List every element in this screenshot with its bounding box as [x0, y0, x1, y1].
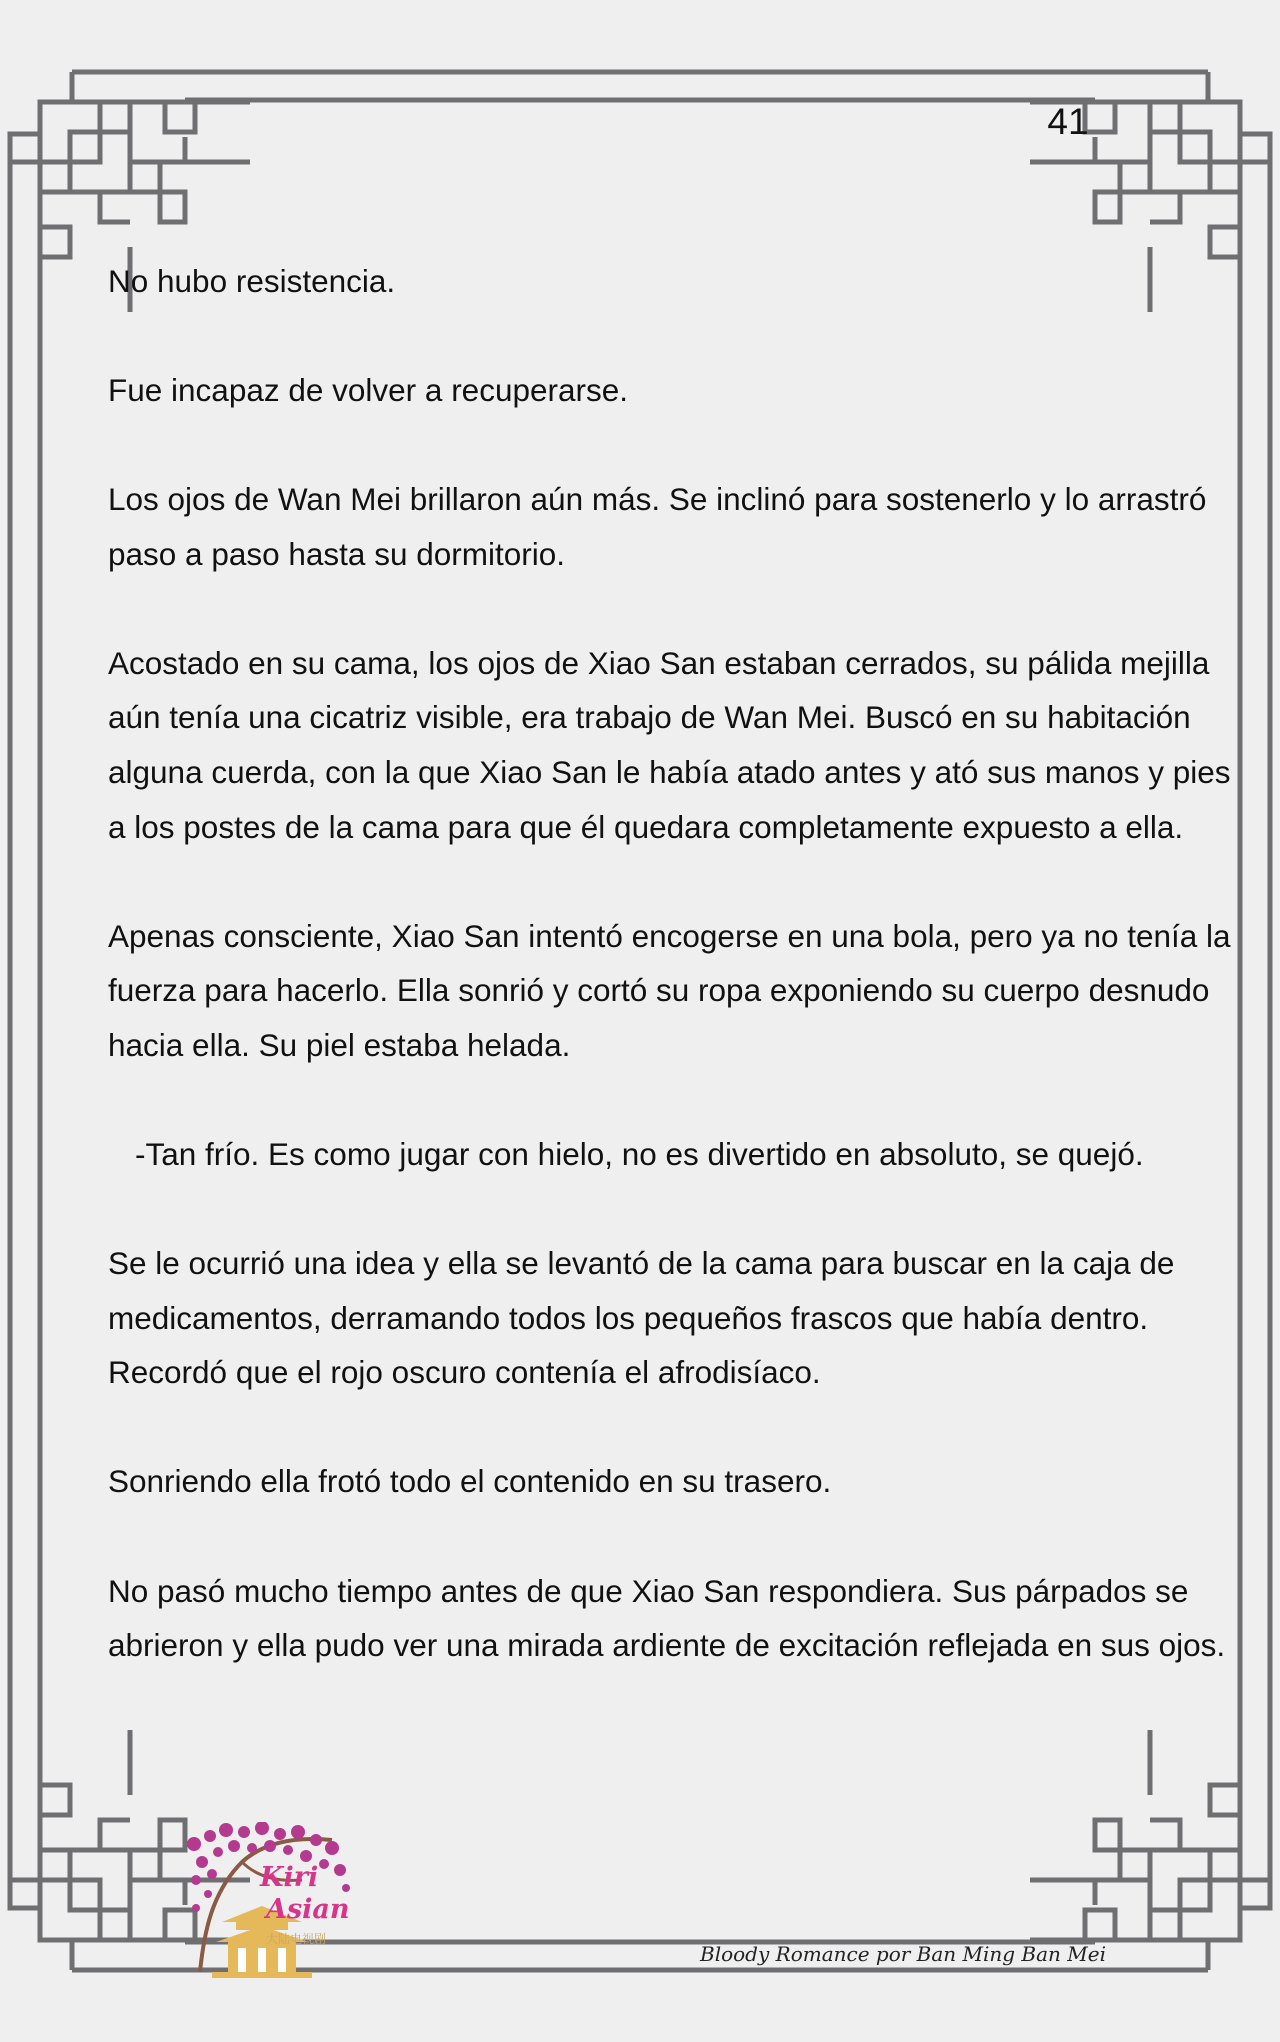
book-signature: Bloody Romance por Ban Ming Ban Mei — [700, 1942, 1107, 1966]
chapter-body — [108, 254, 1248, 1727]
paragraph: Acostado en su cama, los ojos de Xiao San estaban cerrados, su pálida mejilla aún tenía una cicatriz visible, era trabajo de Wan Mei. Buscó en su habitación alguna cuerda, con la que Xiao San le había atado antes y ató sus manos y pies a los postes de la cama para que él quedara completamente expuesto a ella. — [108, 644, 1231, 845]
page-number: 41 — [1047, 101, 1089, 142]
kiri-asian-logo — [182, 1822, 352, 1982]
logo-text-line1: Kiri — [260, 1862, 319, 1893]
paragraph: Sonriendo ella frotó todo el contenido en su trasero. — [108, 1463, 832, 1500]
logo-text-line2: Asian — [266, 1894, 350, 1925]
paragraph: No hubo resistencia. — [108, 263, 396, 299]
frame-corner-bottom-right — [1030, 1730, 1270, 1970]
logo-subtitle: 大陆电视剧 — [266, 1932, 327, 1946]
paragraph: Apenas consciente, Xiao San intentó encogerse en una bola, pero ya no tenía la fuerza para hacerlo. Ella sonrió y cortó su ropa exponiendo su cuerpo desnudo hacia ella. Su piel estaba helada. — [108, 917, 1231, 1063]
paragraph: Fue incapaz de volver a recuperarse. — [108, 372, 629, 409]
paragraph: No pasó mucho tiempo antes de que Xiao San respondiera. Sus párpados se abrieron y ella pudo ver una mirada ardiente de excitación reflejada en sus ojos. — [108, 1572, 1226, 1664]
paragraph: Se le ocurrió una idea y ella se levantó de la cama para buscar en la caja de medicamentos, derramando todos los pequeños frascos que había dentro. Recordó que el rojo oscuro contenía el afrodisíaco. — [108, 1245, 1175, 1391]
dialogue-paragraph: -Tan frío. Es como jugar con hielo, no es divertido en absoluto, se quejó. — [135, 1136, 1144, 1173]
paragraph: Los ojos de Wan Mei brillaron aún más. Se inclinó para sostenerlo y lo arrastró paso a paso hasta su dormitorio. — [108, 481, 1207, 572]
